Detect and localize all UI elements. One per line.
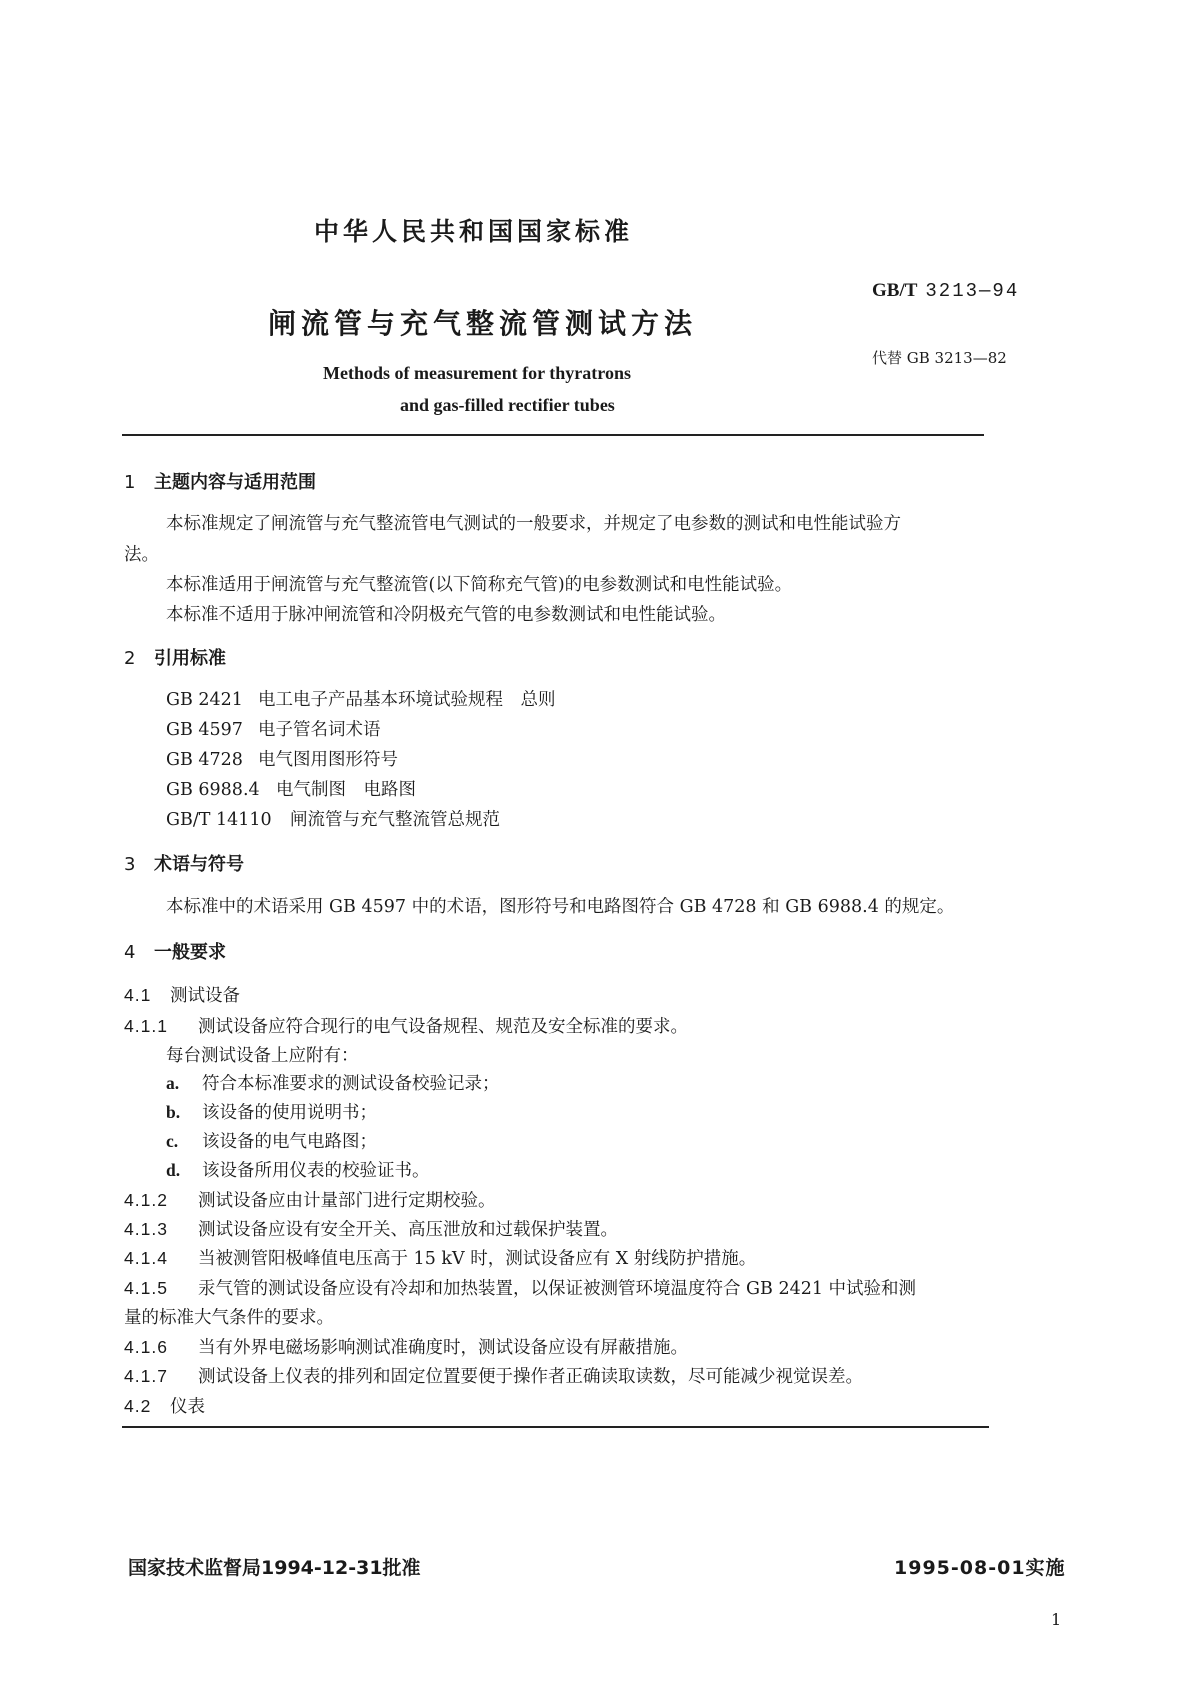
- section-3-heading: 3 术语与符号: [124, 854, 244, 875]
- english-title-line-1: Methods of measurement for thyratrons: [323, 363, 631, 383]
- document-title: 闸流管与充气整流管测试方法: [268, 307, 698, 340]
- implementation-date: 1995-08-01实施: [894, 1557, 1066, 1579]
- replaces-standard: 代替 GB 3213—82: [872, 349, 1007, 367]
- header-divider: [122, 434, 984, 436]
- section-1-para-2: 本标准适用于闸流管与充气整流管(以下简称充气管)的电参数测试和电性能试验。: [166, 575, 793, 595]
- page-number: 1: [1051, 1610, 1062, 1629]
- reference-item: GB 4597 电子管名词术语: [166, 720, 381, 740]
- section-3-para-1: 本标准中的术语采用 GB 4597 中的术语，图形符号和电路图符合 GB 4728 和 GB 6988.4 的规定。: [166, 897, 955, 917]
- section-4-1-heading: 4.1 测试设备: [124, 985, 240, 1006]
- section-1-para-3: 本标准不适用于脉冲闸流管和冷阴极充气管的电参数测试和电性能试验。: [166, 605, 726, 625]
- national-standard-title: 中华人民共和国国家标准: [314, 217, 634, 246]
- section-1-para-1-line-1: 本标准规定了闸流管与充气整流管电气测试的一般要求，并规定了电参数的测试和电性能试验方: [166, 514, 901, 534]
- section-4-1-1-intro: 每台测试设备上应附有：: [166, 1046, 359, 1066]
- section-4-heading: 4 一般要求: [124, 942, 226, 963]
- footer-divider: [122, 1426, 989, 1428]
- standard-number: [872, 279, 1019, 302]
- section-1-para-1-line-2: 法。: [124, 545, 159, 565]
- list-item: a. 符合本标准要求的测试设备校验记录；: [166, 1073, 500, 1094]
- reference-item: GB 4728 电气图用图形符号: [166, 750, 398, 770]
- english-title-line-2: and gas-filled rectifier tubes: [400, 395, 615, 415]
- reference-item: GB 2421 电工电子产品基本环境试验规程 总则: [166, 690, 556, 710]
- reference-item: GB 6988.4 电气制图 电路图: [166, 780, 416, 800]
- list-item: c. 该设备的电气电路图；: [166, 1131, 377, 1152]
- section-4-1-4: 4.1.4 当被测管阳极峰值电压高于 15 kV 时，测试设备应有 X 射线防护措施。: [124, 1248, 757, 1269]
- section-4-1-3: 4.1.3 测试设备应设有安全开关、高压泄放和过载保护装置。: [124, 1219, 618, 1240]
- section-4-1-6: 4.1.6 当有外界电磁场影响测试准确度时，测试设备应设有屏蔽措施。: [124, 1337, 688, 1358]
- list-item: b. 该设备的使用说明书；: [166, 1102, 377, 1123]
- section-4-1-5-line-1: 4.1.5 汞气管的测试设备应设有冷却和加热装置，以保证被测管环境温度符合 GB 2421 中试验和测: [124, 1278, 917, 1299]
- section-4-1-5-line-2: 量的标准大气条件的要求。: [124, 1308, 334, 1328]
- list-item: d. 该设备所用仪表的校验证书。: [166, 1160, 430, 1181]
- approval-note: 国家技术监督局1994-12-31批准: [128, 1557, 421, 1579]
- standard-prefix: GB/T: [872, 280, 918, 301]
- section-2-heading: 2 引用标准: [124, 648, 226, 669]
- section-4-2-heading: 4.2 仪表: [124, 1396, 205, 1417]
- section-4-1-2: 4.1.2 测试设备应由计量部门进行定期校验。: [124, 1190, 496, 1211]
- standard-code: 3213—94: [925, 280, 1020, 302]
- reference-item: GB/T 14110 闸流管与充气整流管总规范: [166, 810, 500, 830]
- section-4-1-1: 4.1.1 测试设备应符合现行的电气设备规程、规范及安全标准的要求。: [124, 1016, 688, 1037]
- section-1-heading: 1 主题内容与适用范围: [124, 472, 316, 493]
- section-4-1-7: 4.1.7 测试设备上仪表的排列和固定位置要便于操作者正确读取读数，尽可能减少视觉误差。: [124, 1366, 863, 1387]
